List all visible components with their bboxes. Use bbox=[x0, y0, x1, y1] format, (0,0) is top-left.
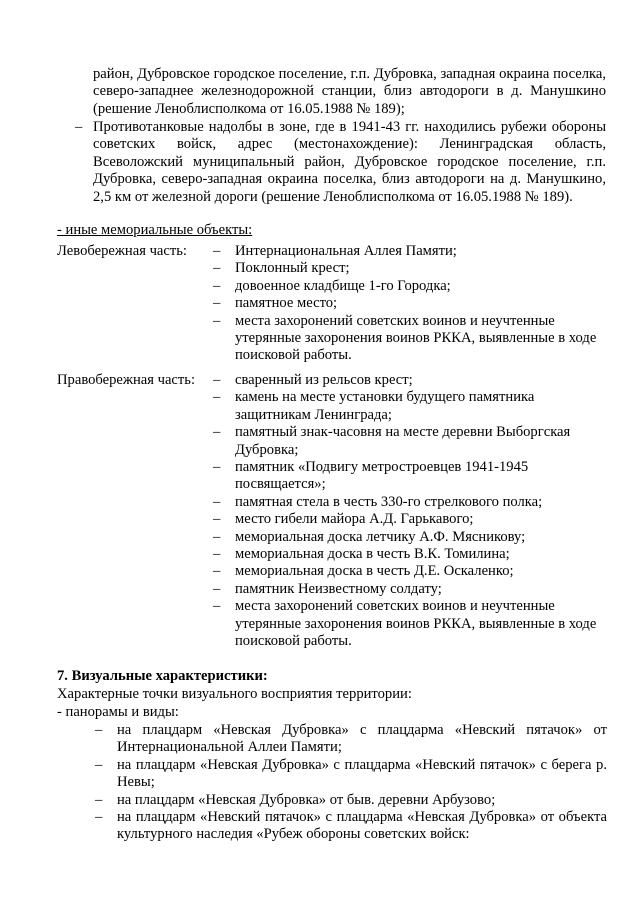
bullet-dash: – bbox=[213, 424, 221, 441]
list-item bbox=[213, 424, 613, 459]
list-item bbox=[213, 459, 613, 494]
list-item-text: памятник «Подвигу метростроевцев 1941-1945 посвящается»; bbox=[235, 459, 529, 493]
bullet-dash: – bbox=[213, 372, 221, 388]
bullet-text: Противотанковые надолбы в зоне, где в 1941-43 гг. находились рубежи обороны советских войск, адрес (местонахождение): Ленинградская область, Всеволожский муниципальный район, Дубровское городское поселение, г.п. Дубровка, северо-западная окраина поселка, близ автодороги на д. Манушкино, 2,5 км от железной дороги (решение Леноблисполкома от 16.05.1988 № 189). bbox=[93, 119, 606, 205]
list-item-text: камень на месте установки будущего памятника защитникам Ленинграда; bbox=[235, 389, 535, 423]
list-item-text: сваренный из рельсов крест; bbox=[235, 372, 413, 388]
list-item-text: Интернациональная Аллея Памяти; bbox=[235, 243, 457, 259]
right-bank-label: Правобережная часть: bbox=[57, 372, 195, 388]
bullet-dash: – bbox=[75, 119, 83, 135]
list-item-text: мемориальная доска в честь В.К. Томилина; bbox=[235, 546, 510, 563]
list-item bbox=[213, 529, 613, 546]
list-item bbox=[213, 598, 613, 650]
list-item-text: памятный знак-часовня на месте деревни Выборгская Дубровка; bbox=[235, 424, 571, 458]
list-item bbox=[213, 389, 613, 424]
bullet-dash: – bbox=[95, 756, 103, 773]
list-item-text: на плацдарм «Невская Дубровка» с плацдарма «Невский пятачок» от Интернациональной Аллеи Памяти; bbox=[117, 722, 607, 756]
list-item bbox=[213, 494, 613, 511]
list-item-text: место гибели майора А.Д. Гарькавого; bbox=[235, 511, 474, 528]
bullet-dash: – bbox=[213, 528, 221, 545]
list-item bbox=[213, 511, 613, 528]
list-item bbox=[213, 563, 613, 580]
bullet-dash: – bbox=[213, 563, 221, 580]
list-item-text: на плацдарм «Невская Дубровка» от быв. деревни Арбузово; bbox=[117, 791, 496, 808]
list-item-text: места захоронений советских воинов и неучтенные утерянные захоронения воинов РККА, выявленные в ходе поисковой работы. bbox=[235, 312, 597, 364]
list-item bbox=[213, 278, 613, 295]
section-7-intro: Характерные точки визуального восприятия территории: bbox=[57, 686, 412, 702]
list-item bbox=[213, 295, 613, 312]
list-item bbox=[213, 243, 613, 260]
right-bank-list bbox=[213, 372, 613, 651]
list-item-text: памятная стела в честь 330-го стрелкового полка; bbox=[235, 493, 543, 510]
bullet-dash: – bbox=[213, 493, 221, 510]
bullet-dash: – bbox=[213, 459, 221, 476]
list-item-text: места захоронений советских воинов и неучтенные утерянные захоронения воинов РККА, выявленные в ходе поисковой работы. bbox=[235, 598, 597, 650]
bullet-dash: – bbox=[213, 243, 221, 259]
list-item-text: мемориальная доска летчику А.Ф. Мясникову; bbox=[235, 528, 526, 545]
left-bank-list bbox=[213, 243, 613, 365]
views-list bbox=[95, 722, 607, 844]
panoramas-heading: - панорамы и виды: bbox=[57, 704, 179, 720]
list-item bbox=[95, 809, 607, 844]
list-item-text: мемориальная доска в честь Д.Е. Оскаленко; bbox=[235, 563, 514, 580]
bullet-dash: – bbox=[95, 809, 103, 826]
list-item bbox=[95, 722, 607, 757]
list-item bbox=[213, 372, 613, 389]
list-item bbox=[213, 260, 613, 277]
list-item bbox=[95, 757, 607, 792]
list-item bbox=[213, 313, 613, 365]
list-item bbox=[213, 581, 613, 598]
list-item bbox=[95, 792, 607, 809]
bullet-dash: – bbox=[95, 791, 103, 808]
list-item-text: памятное место; bbox=[235, 295, 338, 312]
bullet-dash: – bbox=[213, 277, 221, 294]
bullet-dash: – bbox=[213, 546, 221, 563]
list-item-text: довоенное кладбище 1-го Городка; bbox=[235, 277, 451, 294]
list-item-text: Поклонный крест; bbox=[235, 260, 350, 277]
left-bank-label: Левобережная часть: bbox=[57, 243, 187, 259]
bullet-dash: – bbox=[95, 722, 103, 738]
list-item-text: памятник Неизвестному солдату; bbox=[235, 580, 442, 597]
other-memorial-objects-heading: - иные мемориальные объекты: bbox=[57, 222, 253, 238]
bullet-dash: – bbox=[213, 295, 221, 312]
section-7-heading: 7. Визуальные характеристики: bbox=[57, 668, 268, 684]
bullet-dash: – bbox=[213, 598, 221, 615]
list-item-text: на плацдарм «Невский пятачок» с плацдарма «Невская Дубровка» от объекта культурного наследия «Рубеж обороны советских войск: bbox=[117, 809, 607, 843]
list-item-text: на плацдарм «Невская Дубровка» с плацдарма «Невский пятачок» с берега р. Невы; bbox=[117, 756, 607, 791]
bullet-dash: – bbox=[213, 312, 221, 329]
bullet-dash: – bbox=[213, 389, 221, 406]
list-item bbox=[213, 546, 613, 563]
bullet-dash: – bbox=[213, 260, 221, 277]
continued-paragraph: район, Дубровское городское поселение, г.п. Дубровка, западная окраина поселка, северо-западнее железнодорожной станции, близ автодороги в д. Манушкино (решение Леноблисполкома от 16.05.1988 № 189); bbox=[93, 66, 606, 117]
bullet-dash: – bbox=[213, 580, 221, 597]
bullet-dash: – bbox=[213, 511, 221, 528]
